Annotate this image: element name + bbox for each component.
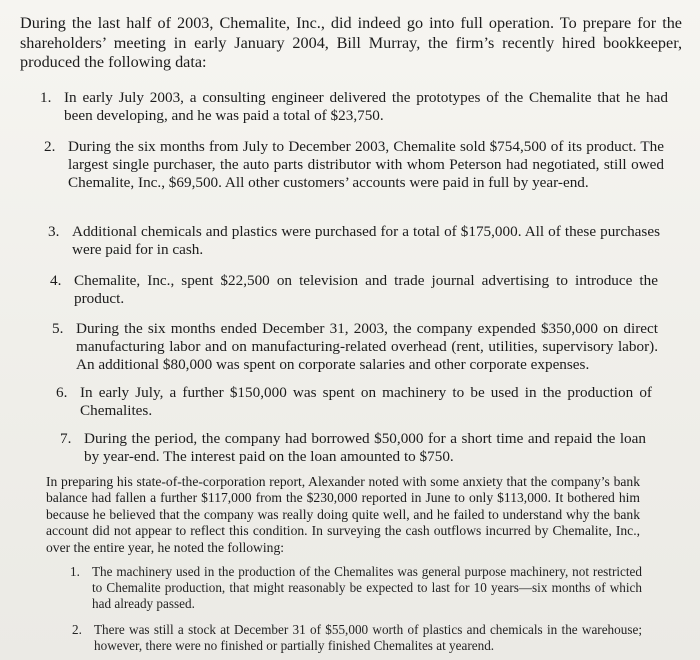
list-item-text: Chemalite, Inc., spent $22,500 on television and trade journal advertising to introduce the product.	[74, 272, 658, 307]
list-item-3	[48, 223, 660, 259]
sub-list-item-text: There was still a stock at December 31 of $55,000 worth of plastics and chemicals in the warehouse; however, there were no finished or partially finished Chemalites at yearend.	[94, 622, 642, 653]
list-item-4	[50, 272, 658, 308]
list-item-text: In early July, a further $150,000 was spent on machinery to be used in the production of Chemalites.	[80, 384, 652, 419]
list-item-number: 7.	[60, 430, 72, 447]
sub-list-item-1	[70, 564, 642, 612]
list-item-number: 2.	[44, 138, 56, 155]
list-item-text: During the period, the company had borrowed $50,000 for a short time and repaid the loan by year-end. The interest paid on the loan amounted to $750.	[84, 430, 646, 465]
list-item-text: In early July 2003, a consulting engineer delivered the prototypes of the Chemalite that he had been developing, and he was paid a total of $23,750.	[64, 89, 668, 124]
intro-paragraph: During the last half of 2003, Chemalite, Inc., did indeed go into full operation. To prepare for the shareholders’ meeting in early January 2004, Bill Murray, the firm’s recently hired bookkeeper, produced the following data:	[20, 14, 682, 71]
list-item-number: 5.	[52, 320, 64, 337]
list-item-2	[44, 138, 664, 192]
list-item-number: 6.	[56, 384, 68, 401]
list-item-number: 3.	[48, 223, 60, 240]
list-item-number: 4.	[50, 272, 62, 289]
list-item-number: 1.	[40, 89, 52, 106]
list-item-5	[52, 320, 658, 374]
list-item-1	[40, 89, 668, 125]
sub-list-item-text: The machinery used in the production of the Chemalites was general purpose machinery, not restricted to Chemalite production, that might reasonably be expected to last for 10 years—six months of which had already passed.	[92, 564, 642, 611]
body-paragraph: In preparing his state-of-the-corporation report, Alexander noted with some anxiety that the company’s bank balance had fallen a further $117,000 from the $230,000 reported in June to only $113,000. It bothered him because he believed that the company was really doing quite well, and he failed to understand why the bank account did not appear to reflect this condition. In surveying the cash outflows incurred by Chemalite, Inc., over the entire year, he noted the following:	[46, 474, 640, 555]
sub-list-item-number: 1.	[70, 564, 80, 579]
list-item-7	[60, 430, 646, 466]
sub-list-item-2	[72, 622, 642, 654]
list-item-text: Additional chemicals and plastics were purchased for a total of $175,000. All of these purchases were paid for in cash.	[72, 223, 660, 258]
list-item-text: During the six months ended December 31, 2003, the company expended $350,000 on direct manufacturing labor and on manufacturing-related overhead (rent, utilities, supervisory labor). An additional $80,000 was spent on corporate salaries and other corporate expenses.	[76, 320, 658, 373]
sub-list-item-number: 2.	[72, 622, 82, 637]
list-item-6	[56, 384, 652, 420]
list-item-text: During the six months from July to December 2003, Chemalite sold $754,500 of its product. The largest single purchaser, the auto parts distributor with whom Peterson had negotiated, still owed Chemalite, Inc., $69,500. All other customers’ accounts were paid in full by year-end.	[68, 138, 664, 191]
